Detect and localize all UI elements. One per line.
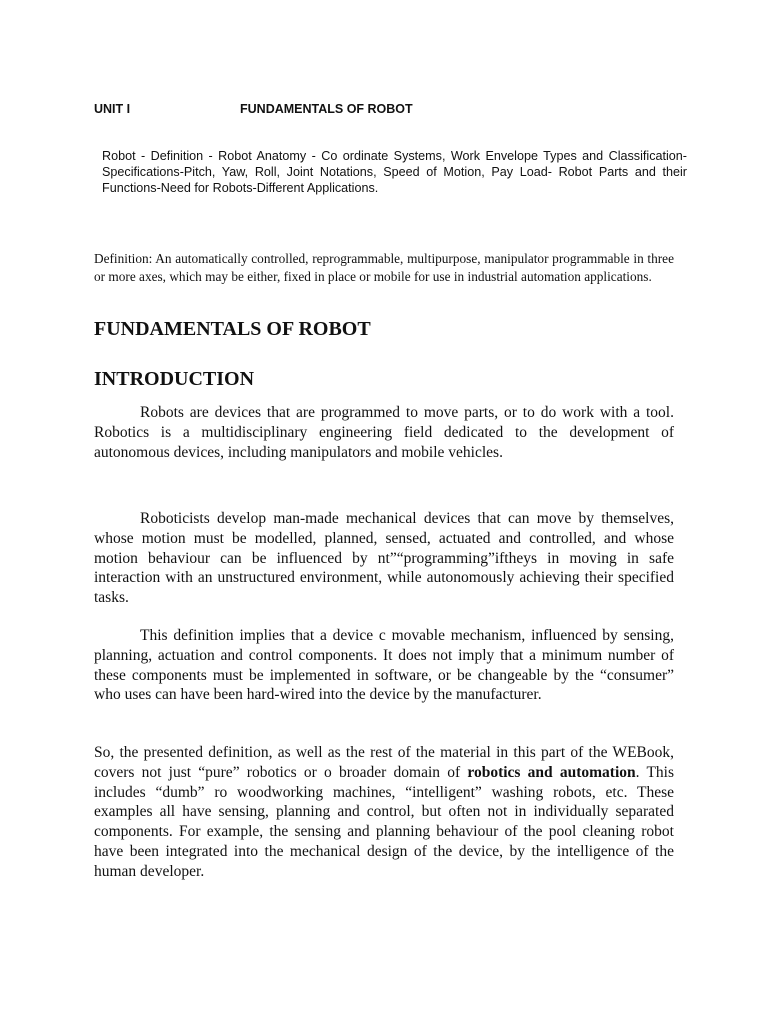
paragraph-4-bold-text: robotics and automation [467, 763, 636, 781]
paragraph-robots-intro: Robots are devices that are programmed to move parts, or to do work with a tool. Robotics is a multidisciplinary engineering field dedicated to the development of autonomous devices, including manipulators and mobile vehicles. [94, 404, 674, 461]
paragraph-definition-implies: This definition implies that a device c movable mechanism, influenced by sensing, planning, actuation and control components. It does not imply that a minimum number of these components must be implemented in software, or be changeable by the “consumer” who uses can have been hard-wired into the device by the manufacturer. [94, 627, 674, 704]
unit-label: UNIT I [94, 102, 131, 116]
heading-fundamentals: FUNDAMENTALS OF ROBOT [94, 318, 371, 340]
paragraph-roboticists: Roboticists develop man-made mechanical devices that can move by themselves, whose motion must be modelled, planned, sensed, actuated and controlled, and whose motion behaviour can be influenced by nt”“programming”iftheys in moving in safe interaction with an unstructured environment, while autonomously achieving their specified tasks. [94, 510, 674, 607]
paragraph-4-part-2: . This includes “dumb” ro woodworking machines, “intelligent” washing robots, etc. These examples all have sensing, planning and control, but often not in individually separated components. For example, the sensing and planning behaviour of the pool cleaning robot have been integrated into the mechanical design of the device, by the intelligence of the human developer. [94, 763, 675, 880]
heading-introduction: INTRODUCTION [94, 368, 255, 390]
unit-title: FUNDAMENTALS OF ROBOT [240, 102, 413, 116]
paragraph-4-part-1: So, the presented definition, as well as the rest of the material in this part of the WEBook, covers not just “pure” robotics or o broader domain of [94, 744, 674, 781]
syllabus-text: Robot - Definition - Robot Anatomy - Co ordinate Systems, Work Envelope Types and Classification- Specifications-Pitch, Yaw, Roll, Joint Notations, Speed of Motion, Pay Load- Robot Parts and their Functions-Need for Robots-Different Applications. [102, 149, 687, 195]
paragraph-presented-definition [94, 743, 674, 882]
definition-text: Definition: An automatically controlled, reprogrammable, multipurpose, manipulator programmable in three or more axes, which may be either, fixed in place or mobile for use in industrial automation applications. [94, 251, 674, 284]
unit-header [94, 102, 413, 116]
